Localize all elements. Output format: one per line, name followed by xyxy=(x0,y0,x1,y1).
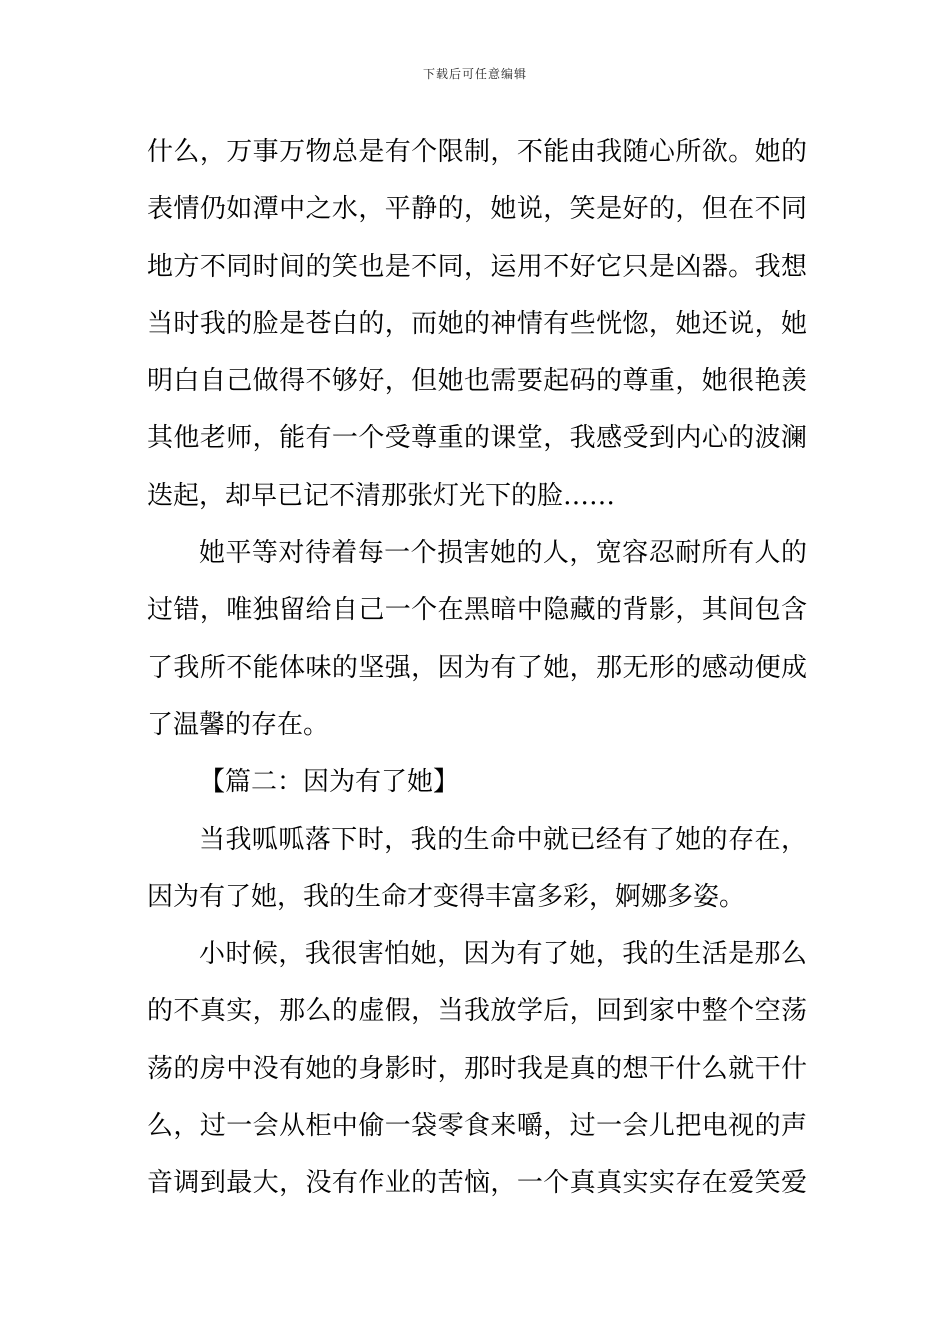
document-body xyxy=(147,124,807,1213)
text-line: 迭起，却早已记不清那张灯光下的脸…… xyxy=(147,480,616,511)
text-line: 了我所不能体味的坚强，因为有了她，那无形的感动便成 xyxy=(147,652,807,683)
text-line: 小时候，我很害怕她，因为有了她，我的生活是那么 xyxy=(199,939,807,970)
text-line: 的不真实，那么的虚假，当我放学后，回到家中整个空荡 xyxy=(147,996,807,1027)
text-line: 了温馨的存在。 xyxy=(147,709,330,740)
text-line: 荡的房中没有她的身影时，那时我是真的想干什么就干什 xyxy=(147,1053,807,1084)
text-line: 什么，万事万物总是有个限制，不能由我随心所欲。她的 xyxy=(147,137,807,167)
text-line: 地方不同时间的笑也是不同，运用不好它只是凶器。我想 xyxy=(147,251,807,282)
text-line: 其他老师，能有一个受尊重的课堂，我感受到内心的波澜 xyxy=(147,423,807,454)
text-line: 她平等对待着每一个损害她的人，宽容忍耐所有人的 xyxy=(199,538,807,569)
text-line: 因为有了她，我的生命才变得丰富多彩，婀娜多姿。 xyxy=(147,881,746,912)
section-heading: 【篇二：因为有了她】 xyxy=(199,767,460,798)
text-line: 明白自己做得不够好，但她也需要起码的尊重，她很艳羡 xyxy=(147,366,807,397)
text-line: 当时我的脸是苍白的，而她的神情有些恍惚，她还说，她 xyxy=(147,308,807,339)
page-header: 下载后可任意编辑 xyxy=(422,67,527,81)
text-line: 过错，唯独留给自己一个在黑暗中隐藏的背影，其间包含 xyxy=(147,595,807,626)
text-line: 音调到最大，没有作业的苦恼，一个真真实实存在爱笑爱 xyxy=(147,1168,807,1199)
text-line: 表情仍如潭中之水，平静的，她说，笑是好的，但在不同 xyxy=(147,194,807,225)
text-line: 当我呱呱落下时，我的生命中就已经有了她的存在， xyxy=(199,824,807,855)
text-line: 么，过一会从柜中偷一袋零食来嚼，过一会儿把电视的声 xyxy=(147,1111,807,1142)
